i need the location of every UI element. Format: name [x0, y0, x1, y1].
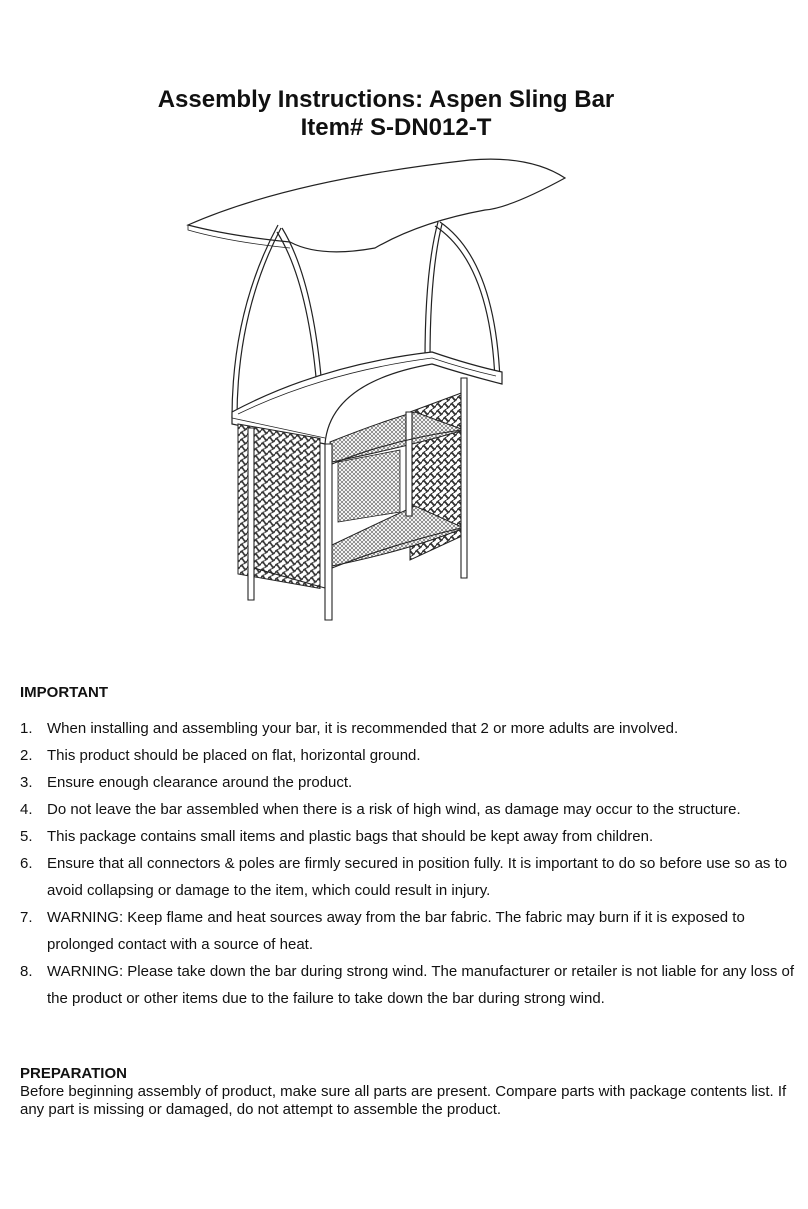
list-number: 4.: [20, 801, 33, 818]
list-number: 6.: [20, 855, 33, 872]
list-text: WARNING: Please take down the bar during strong wind. The manufacturer or retailer is not liable for any loss of the product or other items due to the failure to take down the bar during strong wind.: [47, 963, 795, 1007]
important-list: [20, 715, 795, 1012]
list-number: 5.: [20, 828, 33, 845]
preparation-heading: PREPARATION: [20, 1065, 127, 1082]
list-text: Ensure enough clearance around the product.: [47, 774, 353, 791]
list-item: [20, 796, 795, 823]
list-text: This product should be placed on flat, horizontal ground.: [47, 747, 421, 764]
preparation-text: Before beginning assembly of product, make sure all parts are present. Compare parts with package contents list. If any part is missing or damaged, do not attempt to assemble the product.: [20, 1083, 787, 1118]
important-heading: IMPORTANT: [20, 684, 109, 701]
list-number: 2.: [20, 747, 33, 764]
list-item: [20, 904, 795, 958]
list-number: 7.: [20, 909, 33, 926]
list-text: This package contains small items and plastic bags that should be kept away from children.: [47, 828, 654, 845]
list-number: 8.: [20, 963, 33, 980]
list-text: When installing and assembling your bar, it is recommended that 2 or more adults are involved.: [47, 720, 679, 737]
list-item: [20, 742, 795, 769]
list-item: [20, 958, 795, 1012]
list-text: WARNING: Keep flame and heat sources away from the bar fabric. The fabric may burn if it is exposed to prolonged contact with a source of heat.: [47, 909, 745, 953]
list-item: [20, 823, 795, 850]
list-number: 1.: [20, 720, 33, 737]
page-title: Assembly Instructions: Aspen Sling Bar: [157, 86, 615, 113]
list-item: [20, 715, 795, 742]
bar-illustration: [170, 150, 590, 630]
list-item: [20, 769, 795, 796]
list-item: [20, 850, 795, 904]
list-text: Do not leave the bar assembled when there is a risk of high wind, as damage may occur to the structure.: [47, 801, 741, 818]
canopy: [188, 159, 565, 252]
item-number: Item# S-DN012-T: [300, 114, 492, 141]
back-panel: [338, 450, 400, 522]
list-number: 3.: [20, 774, 33, 791]
list-text: Ensure that all connectors & poles are firmly secured in position fully. It is important to do so before use so as to avoid collapsing or damage to the item, which could result in injury.: [47, 855, 788, 899]
